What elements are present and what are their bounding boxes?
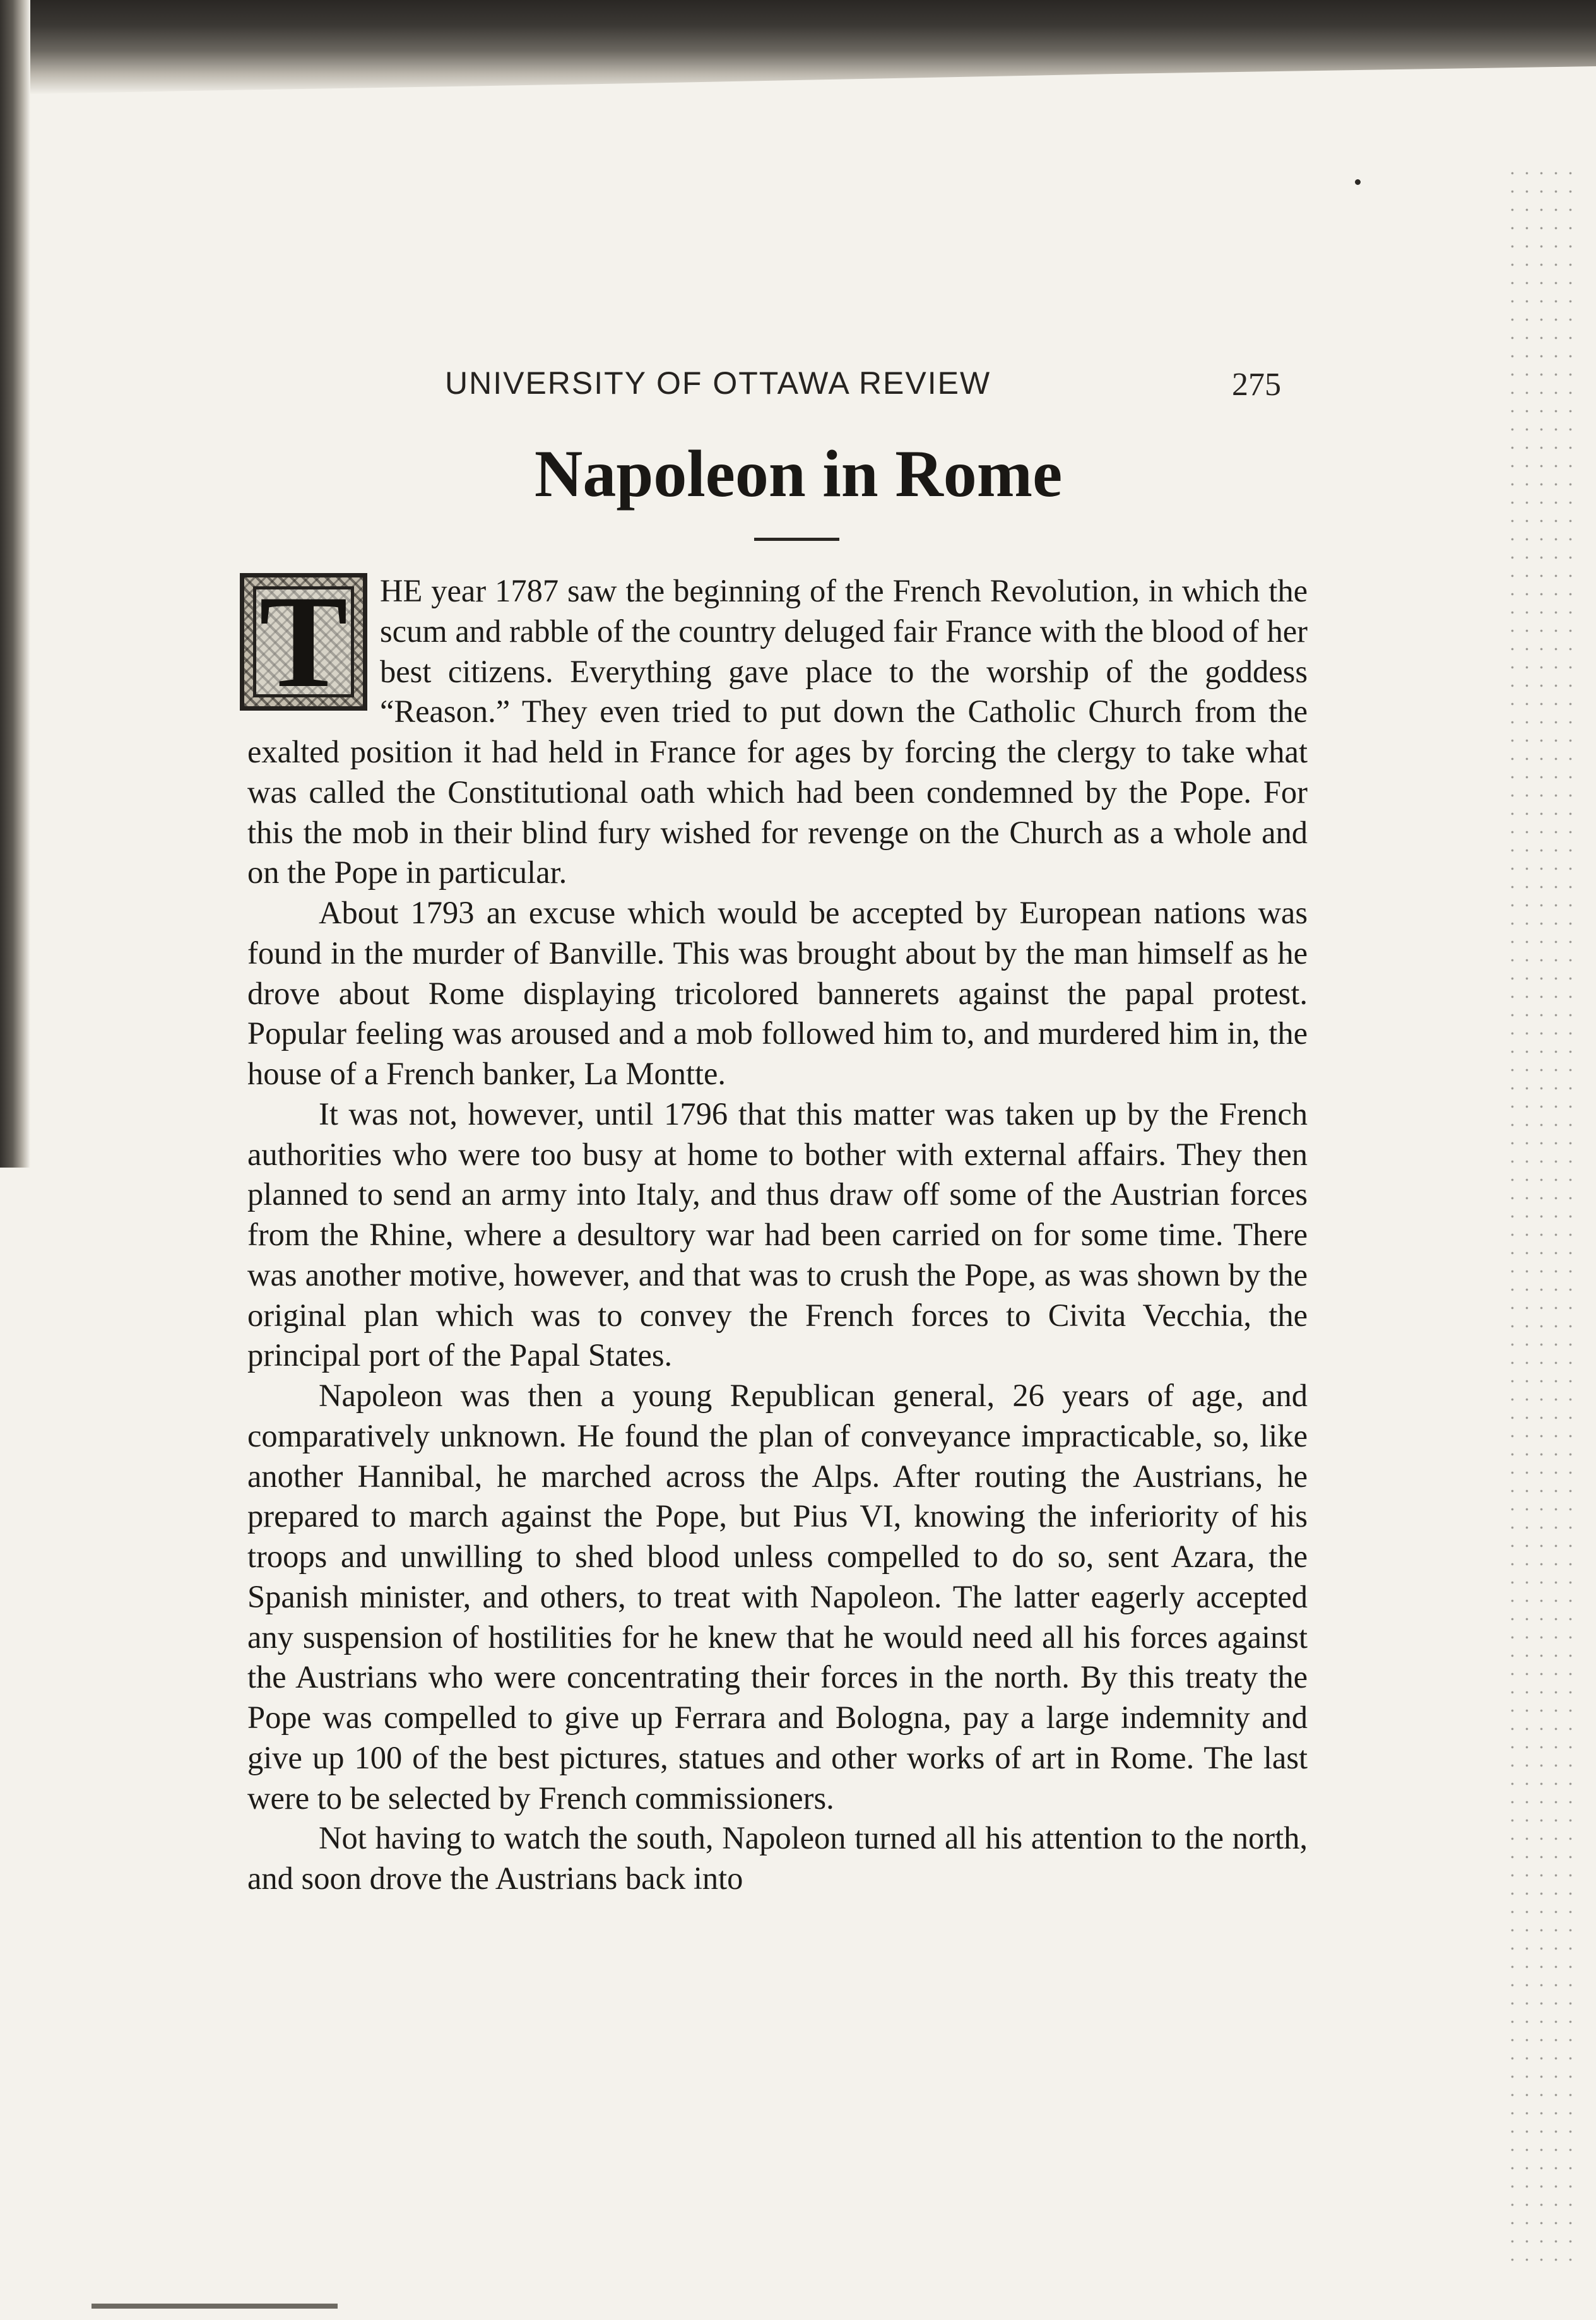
page-number: 275 [1232, 367, 1281, 403]
drop-cap-spacer [247, 571, 380, 726]
paragraph-3: It was not, however, until 1796 that this matter was taken up by the French authorities who were too busy at home to bother with external affairs. They then planned to send an army into Italy, and thus draw off some of the Austrian forces from the Rhine, where a desultory war had been carried on for some time. There was another motive, however, and that was to crush the Pope, as was shown by the original plan which was to convey the French forces to Civita Vecchia, the principal port of the Papal States. [247, 1096, 1308, 1373]
paragraph-1-text: HE year 1787 saw the beginning of the French Revolution, in which the scum and rabble of the country deluged fair France with the blood of her best citizens. Everything gave place to the worship of the goddess “Reason.” They even tried to put down the Catholic Church from the exalted position it had held in France for ages by forcing the clergy to take what was called the Constitutional oath which had been condemned by the Pope. For this the mob in their blind fury wished for revenge on the Church as a whole and on the Pope in particular. [247, 573, 1308, 891]
scan-mark-bottom [92, 2304, 338, 2309]
scan-shadow-left [0, 0, 30, 1168]
article-body [247, 571, 1308, 1899]
paragraph-2: About 1793 an excuse which would be accepted by European nations was found in the murder of Banville. This was brought about by the man himself as he drove about Rome displaying tricolored bannerets against the papal protest. Popular feeling was aroused and a mob followed him to, and murdered him in, the house of a French banker, La Montte. [247, 895, 1308, 1091]
paragraph-4: Napoleon was then a young Republican general, 26 years of age, and comparatively unknown. He found the plan of conveyance impracticable, so, like another Hannibal, he marched across the Alps. After routing the Austrians, he prepared to march against the Pope, but Pius VI, knowing the inferiority of his troops and unwilling to shed blood unless compelled to do so, sent Azara, the Spanish minister, and others, to treat with Napoleon. The latter eagerly accepted any suspension of hostilities for he knew that he would need all his forces against the Austrians who were concentrating their forces in the north. By this treaty the Pope was compelled to give up Ferrara and Bologna, pay a large indemnity and give up 100 of the best pictures, statues and other works of art in Rome. The last were to be selected by French commissioners. [247, 1378, 1308, 1816]
scan-noise-right [1505, 164, 1575, 2266]
paragraph-1 [247, 571, 1308, 893]
paragraph-5: Not having to watch the south, Napoleon turned all his attention to the north, and soon drove the Austrians back into [247, 1820, 1308, 1896]
article-title: Napoleon in Rome [534, 437, 1063, 511]
title-rule [754, 538, 839, 541]
scan-shadow-top [0, 0, 1596, 95]
running-head: UNIVERSITY OF OTTAWA REVIEW [445, 365, 991, 401]
drop-cap-letter: T [259, 573, 348, 711]
scan-speck [1355, 179, 1361, 185]
